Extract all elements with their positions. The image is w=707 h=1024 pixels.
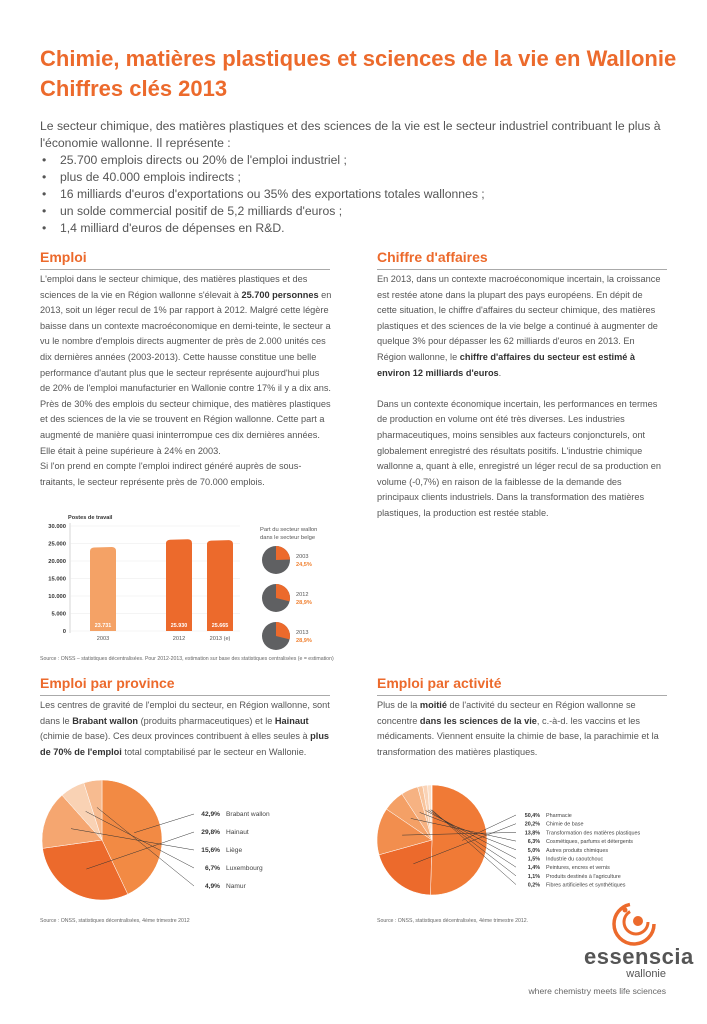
legend-label: Hainaut — [226, 829, 249, 836]
bar-value-label: 23.731 — [94, 623, 112, 629]
province-b3: plus de 70% de l'emploi — [40, 731, 330, 757]
legend-label: Chimie de base — [546, 821, 584, 828]
legend-pct: 1,5% — [527, 856, 540, 863]
legend-label: Produits destinés à l'agriculture — [546, 873, 621, 880]
activite-b2: dans les sciences de la vie — [419, 715, 537, 726]
y-tick-label: 30.000 — [48, 524, 66, 530]
legend-pct: 20,2% — [524, 821, 540, 828]
activite-t2: de l'activité du secteur en Région wallonne se concentre — [377, 700, 636, 726]
logo-tagline: where chemistry meets life sciences — [528, 986, 666, 996]
logo-sub: wallonie — [626, 968, 666, 980]
legend-pct: 4,9% — [204, 883, 220, 890]
page-title — [40, 44, 680, 104]
intro-bullet: • 1,4 milliard d'euros de dépenses en R&D. — [40, 220, 680, 237]
activite-source: Source : ONSS, statistiques décentralisées, 4ème trimestre 2012. — [377, 918, 529, 924]
bar-bars — [90, 539, 233, 642]
activite-text — [377, 698, 665, 760]
activite-b1: moitié — [419, 700, 447, 710]
y-tick-label: 25.000 — [48, 541, 66, 548]
legend-pct: 29,8% — [201, 829, 220, 836]
ca-p1a: En 2013, dans un contexte macroéconomique incertain, la croissance est restée atone dans la plupart des pays européens. En dépit de cette situation, le chiffre d'affaires du secteur chimique, des matières plastiques et des sciences de la vie belge a continué à augmenter de quelque 3% pour dépasser les 62 milliards d'euros en 2013. En Région wallonne, le — [377, 274, 661, 362]
intro-bullet: • 25.700 emplois directs ou 20% de l'emploi industriel ; — [40, 152, 680, 169]
share-pie-slice — [276, 546, 290, 560]
emploi-heading: Emploi — [40, 248, 330, 270]
share-pie-value: 28,9% — [296, 638, 312, 644]
share-pie-value: 28,9% — [296, 600, 312, 606]
legend-label: Transformation des matières plastiques — [546, 830, 641, 837]
logo-name: essenscia — [584, 944, 694, 969]
intro — [40, 118, 680, 237]
ca-p1c: . — [498, 367, 502, 378]
emploi-chart — [40, 508, 340, 658]
ca-text — [377, 272, 665, 522]
ca-p2: Dans un contexte économique incertain, les performances en termes de production en volume ont été très diverses. Les industries pharmaceutiques, moins sensibles aux facteurs conjoncturels, ont globalement enregistré des résultats positifs. L'industrie chimique wallonne a, quant à elle, enregistré un léger recul de sa production en volume (-0,7%) en raison de la faiblesse de la demande des principaux clients industriels. Dans la transformation des matières plastiques, la production est restée stable. — [377, 398, 661, 518]
ca-heading: Chiffre d'affaires — [377, 248, 667, 270]
bar-chart-title: Postes de travail — [68, 515, 113, 521]
bar-value-label: 25.930 — [170, 623, 188, 629]
legend-pct: 1,1% — [527, 873, 540, 880]
emploi-p1a: L'emploi dans le secteur chimique, des matières plastiques et des sciences de la vie en Région wallonne s'élevait à — [40, 274, 308, 300]
legend-pct: 50,4% — [524, 813, 540, 819]
province-pie — [42, 780, 162, 900]
bar-value-label: 25.665 — [211, 623, 229, 629]
share-pie-year: 2012 — [296, 592, 309, 598]
share-pie-year: 2013 — [296, 630, 309, 636]
legend-label: Liège — [226, 847, 243, 854]
province-t1: Les centres de gravité de l'emploi du secteur, en Région wallonne, sont dans le — [40, 700, 330, 726]
activite-t1: Plus de la — [377, 700, 420, 710]
province-b1: Brabant wallon — [72, 715, 139, 726]
bar-category-label: 2003 — [96, 636, 110, 642]
province-b2: Hainaut — [274, 715, 309, 726]
province-t3: (chimie de base). Ces deux provinces contribuent à elles seules à — [40, 731, 311, 742]
legend-pct: 42,9% — [201, 811, 220, 818]
province-chart — [30, 780, 340, 910]
share-chart-title: Part du secteur wallon — [260, 527, 318, 533]
title-line-2: Chiffres clés 2013 — [40, 76, 228, 101]
activite-t3: , c.-à-d. les vaccins et les médicaments. Viennent ensuite la chimie de base, la parachimie et la transformation des matières plastiques. — [377, 715, 659, 757]
activite-chart — [370, 780, 680, 910]
legend-label: Cosmétiques, parfums et détergents — [546, 839, 633, 846]
province-heading: Emploi par province — [40, 674, 330, 696]
pie-slice — [430, 785, 487, 895]
emploi-text — [40, 272, 332, 490]
y-tick-label: 15.000 — [48, 576, 66, 583]
share-pies — [262, 546, 312, 650]
legend-label: Industrie du caoutchouc — [546, 856, 604, 863]
legend-pct: 0,2% — [527, 882, 540, 889]
activite-heading: Emploi par activité — [377, 674, 667, 696]
legend-pct: 13,8% — [524, 830, 540, 837]
emploi-source: Source : ONSS – statistiques décentralisées. Pour 2012-2013, estimation sur base des statistiques centralisées (e = estimation) — [40, 656, 334, 662]
province-text — [40, 698, 332, 760]
emploi-p1b: 25.700 personnes — [241, 289, 319, 300]
activite-pie — [377, 785, 487, 895]
y-tick-label: 10.000 — [48, 594, 66, 600]
legend-pct: 1,4% — [527, 865, 540, 872]
legend-label: Luxembourg — [226, 865, 263, 872]
bar — [166, 539, 192, 631]
y-tick-label: 5.000 — [51, 611, 66, 618]
intro-bullet: • 16 milliards d'euros d'exportations ou 35% des exportations totales wallonnes ; — [40, 186, 680, 203]
legend-label: Peintures, encres et vernis — [546, 865, 610, 872]
bar-category-label: 2012 — [172, 636, 186, 642]
legend-pct: 6,7% — [204, 865, 220, 872]
legend-label: Autres produits chimiques — [546, 847, 609, 854]
emploi-p3: Si l'on prend en compte l'emploi indirect généré auprès de sous-traitants, le secteur représente près de 70.000 emplois. — [40, 461, 302, 487]
y-tick-label: 20.000 — [48, 559, 66, 565]
share-chart-title-2: dans le secteur belge — [260, 535, 316, 541]
legend-label: Brabant wallon — [226, 811, 270, 818]
essenscia-logo-icon — [608, 900, 660, 946]
bar — [90, 547, 116, 631]
legend-pct: 5,0% — [527, 847, 540, 854]
legend-pct: 15,6% — [201, 847, 220, 854]
intro-bullets — [40, 152, 680, 237]
intro-bullet: • un solde commercial positif de 5,2 milliards d'euros ; — [40, 203, 680, 220]
share-pie-year: 2003 — [296, 554, 309, 560]
emploi-p2: Près de 30% des emplois du secteur chimique, des matières plastiques et des sciences de la vie se trouvent en Région wallonne. Cette part a augmenté de manière quasi ininterrompue ces dix dernières années. Elle était à peine supérieure à 24% en 2003. — [40, 398, 331, 456]
province-source: Source : ONSS, statistiques décentralisées, 4ème trimestre 2012 — [40, 918, 190, 924]
intro-text: Le secteur chimique, des matières plastiques et des sciences de la vie est le secteur industriel contribuant le plus à l'économie wallonne. Il représente : — [40, 119, 661, 150]
legend-label: Fibres artificielles et synthétiques — [546, 882, 626, 889]
legend-pct: 6,3% — [527, 839, 540, 846]
title-line-1: Chimie, matières plastiques et sciences de la vie en Wallonie — [40, 46, 677, 71]
bar — [207, 540, 233, 631]
province-t4: total comptabilisé par le secteur en Wallonie. — [121, 746, 307, 757]
province-t2: (produits pharmaceutiques) et le — [138, 715, 275, 726]
legend-label: Pharmacie — [546, 813, 572, 819]
ca-p1b: chiffre d'affaires du secteur est estimé à environ 12 milliards d'euros — [377, 351, 636, 378]
share-pie-value: 24,5% — [296, 562, 312, 568]
y-tick-label: 0 — [62, 629, 66, 635]
legend-label: Namur — [226, 883, 246, 890]
intro-bullet: • plus de 40.000 emplois indirects ; — [40, 169, 680, 186]
emploi-p1c: en 2013, soit un léger recul de 1% par rapport à 2012. Malgré cette légère baisse dans un contexte macroéconomique en demi-teinte, le secteur a vu le nombre d'emplois directs augmenter de près de 2.000 unités ces dix dernières années (2003-2013). Cette hausse constitue une belle performance d'autant plus que le secteur représente aujourd'hui plus de 20% de l'emploi manufacturier en Wallonie contre 17% il y a dix ans. — [40, 289, 332, 394]
bar-category-label: 2013 (e) — [209, 636, 231, 642]
